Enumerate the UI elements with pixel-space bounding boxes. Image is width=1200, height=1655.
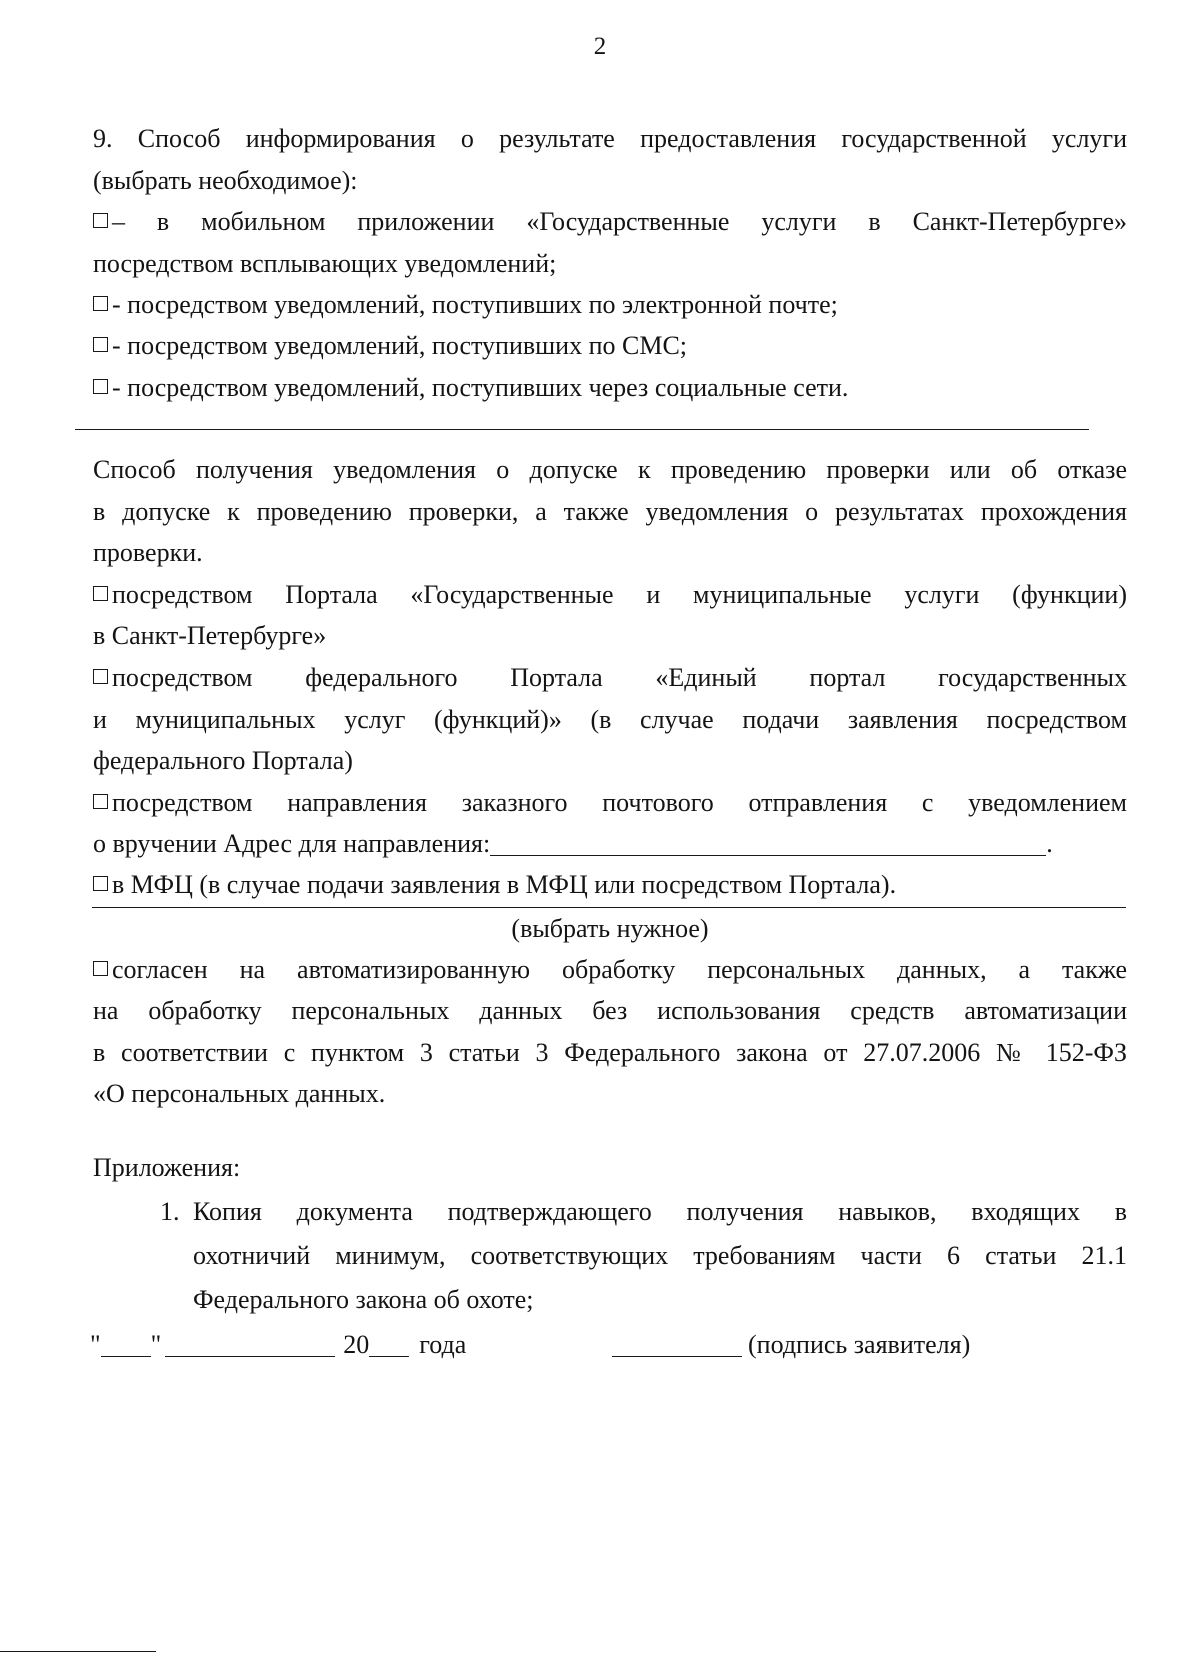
portal-fed-line1: посредством федерального Портала «Единый портал государственных	[112, 663, 1127, 692]
section-divider	[92, 907, 1126, 908]
notification-heading-line1: Способ получения уведомления о допуске к проведению проверки или об отказе	[93, 455, 1127, 484]
checkbox-icon[interactable]	[93, 586, 108, 601]
option-app-line2: посредством всплывающих уведомлений;	[93, 249, 557, 278]
mail-line2-end: .	[1046, 829, 1053, 858]
checkbox-icon[interactable]	[93, 337, 108, 352]
checkbox-icon[interactable]	[93, 213, 108, 228]
mail-line2: о вручении Адрес для направления:	[93, 829, 491, 858]
mail-line1: посредством направления заказного почтового отправления с уведомлением	[112, 788, 1127, 817]
option-email[interactable]	[93, 290, 1127, 320]
portal-spb-line1: посредством Портала «Государственные и муниципальные услуги (функции)	[112, 580, 1127, 609]
consent-line4: «О персональных данных.	[93, 1079, 386, 1108]
option-social-label: - посредством уведомлений, поступивших через социальные сети.	[112, 373, 849, 402]
year-field[interactable]	[369, 1334, 409, 1357]
year-prefix: 20	[343, 1330, 370, 1359]
portal-spb-line2: в Санкт-Петербурге»	[93, 621, 327, 650]
option-app-line1: – в мобильном приложении «Государственные услуги в Санкт-Петербурге»	[112, 207, 1127, 236]
checkbox-icon[interactable]	[93, 876, 108, 891]
option-sms[interactable]	[93, 331, 1127, 361]
option-mobile-app[interactable]	[93, 207, 1127, 237]
attachment-item-number: 1.	[160, 1197, 180, 1226]
choose-note: (выбрать нужное)	[511, 914, 709, 943]
consent-option[interactable]	[93, 955, 1127, 985]
checkbox-icon[interactable]	[93, 379, 108, 394]
checkbox-icon[interactable]	[93, 296, 108, 311]
day-field[interactable]	[101, 1334, 151, 1357]
mail-address-row	[93, 829, 1127, 859]
attachment-item1-line1: Копия документа подтверждающего получения навыков, входящих в	[193, 1197, 1127, 1226]
checkbox-icon[interactable]	[93, 961, 108, 976]
option-portal-spb[interactable]	[93, 580, 1127, 610]
option-social[interactable]	[93, 373, 1127, 403]
footnote-separator	[0, 1651, 156, 1652]
year-word: года	[419, 1330, 467, 1359]
month-field[interactable]	[165, 1334, 335, 1357]
quote-open: "	[90, 1330, 101, 1359]
signature-caption: (подпись заявителя)	[748, 1330, 971, 1359]
checkbox-icon[interactable]	[93, 669, 108, 684]
attachment-item1-line2: охотничий минимум, соответствующих требованиям части 6 статьи 21.1	[193, 1241, 1127, 1270]
consent-line3: в соответствии с пунктом 3 статьи 3 Федерального закона от 27.07.2006 № 152-ФЗ	[93, 1038, 1127, 1067]
page-number: 2	[593, 33, 607, 60]
attachments-heading: Приложения:	[93, 1153, 241, 1182]
section-divider	[75, 429, 1089, 430]
attachment-item1-line3: Федерального закона об охоте;	[193, 1285, 534, 1314]
portal-fed-line3: федерального Портала)	[93, 746, 353, 775]
date-signature-row	[90, 1330, 466, 1360]
portal-fed-line2: и муниципальных услуг (функций)» (в случае подачи заявления посредством	[93, 705, 1127, 734]
section9-heading-line1: 9. Способ информирования о результате предоставления государственной услуги	[93, 124, 1127, 153]
checkbox-icon[interactable]	[93, 794, 108, 809]
consent-line1: согласен на автоматизированную обработку персональных данных, а также	[112, 955, 1127, 984]
notification-heading-line2: в допуске к проведению проверки, а также уведомления о результатах прохождения	[93, 497, 1127, 526]
quote-close: "	[150, 1330, 162, 1359]
option-mfc[interactable]	[93, 870, 1127, 900]
option-portal-federal[interactable]	[93, 663, 1127, 693]
option-sms-label: - посредством уведомлений, поступивших по СМС;	[112, 331, 688, 360]
signature-block	[612, 1330, 970, 1360]
notification-heading-line3: проверки.	[93, 538, 203, 567]
section9-heading-line2: (выбрать необходимое):	[93, 166, 358, 195]
option-email-label: - посредством уведомлений, поступивших по электронной почте;	[112, 290, 838, 319]
consent-line2: на обработку персональных данных без использования средств автоматизации	[93, 996, 1127, 1025]
option-mail[interactable]	[93, 788, 1127, 818]
mfc-label: в МФЦ (в случае подачи заявления в МФЦ или посредством Портала).	[112, 870, 897, 899]
address-field[interactable]	[490, 833, 1046, 856]
signature-field[interactable]	[612, 1334, 742, 1357]
